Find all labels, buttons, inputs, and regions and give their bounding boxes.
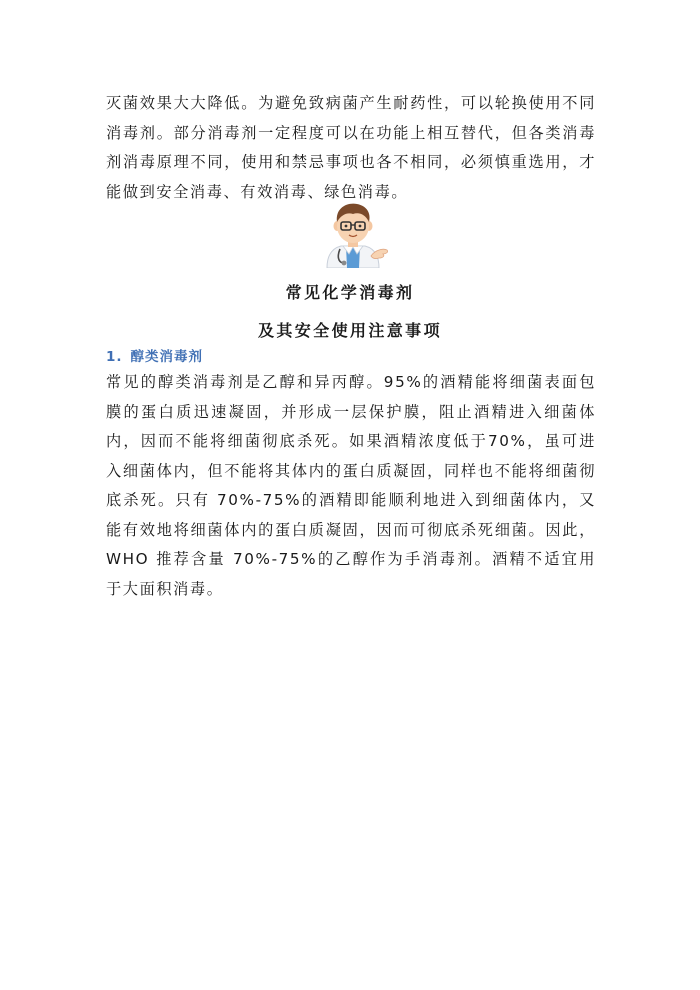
body-paragraph: 常见的醇类消毒剂是乙醇和异丙醇。95%的酒精能将细菌表面包膜的蛋白质迅速凝固，并形成一层保护膜，阻止酒精进入细菌体内，因而不能将细菌彻底杀死。如果酒精浓度低于70%，虽可进入细菌体内，但不能将其体内的蛋白质凝固，同样也不能将细菌彻底杀死。只有 70%-75%的酒精即能顺利地进入到细菌体内，又能有效地将细菌体内的蛋白质凝固，因而可彻底杀死细菌。因此，WHO 推荐含量 70%-75%的乙醇作为手消毒剂。酒精不适宜用于大面积消毒。	[106, 373, 596, 598]
doctor-icon	[313, 200, 393, 268]
page-title-line-2: 及其安全使用注意事项	[257, 321, 442, 340]
section-heading	[106, 345, 203, 365]
intro-paragraph: 灭菌效果大大降低。为避免致病菌产生耐药性，可以轮换使用不同消毒剂。部分消毒剂一定程度可以在功能上相互替代，但各类消毒剂消毒原理不同，使用和禁忌事项也各不相同，必须慎重选用，才能做到安全消毒、有效消毒、绿色消毒。	[106, 94, 596, 201]
section-number: 1.	[106, 349, 123, 365]
section-heading-text: 醇类消毒剂	[130, 349, 204, 365]
page-title-line-1: 常见化学消毒剂	[285, 283, 415, 302]
